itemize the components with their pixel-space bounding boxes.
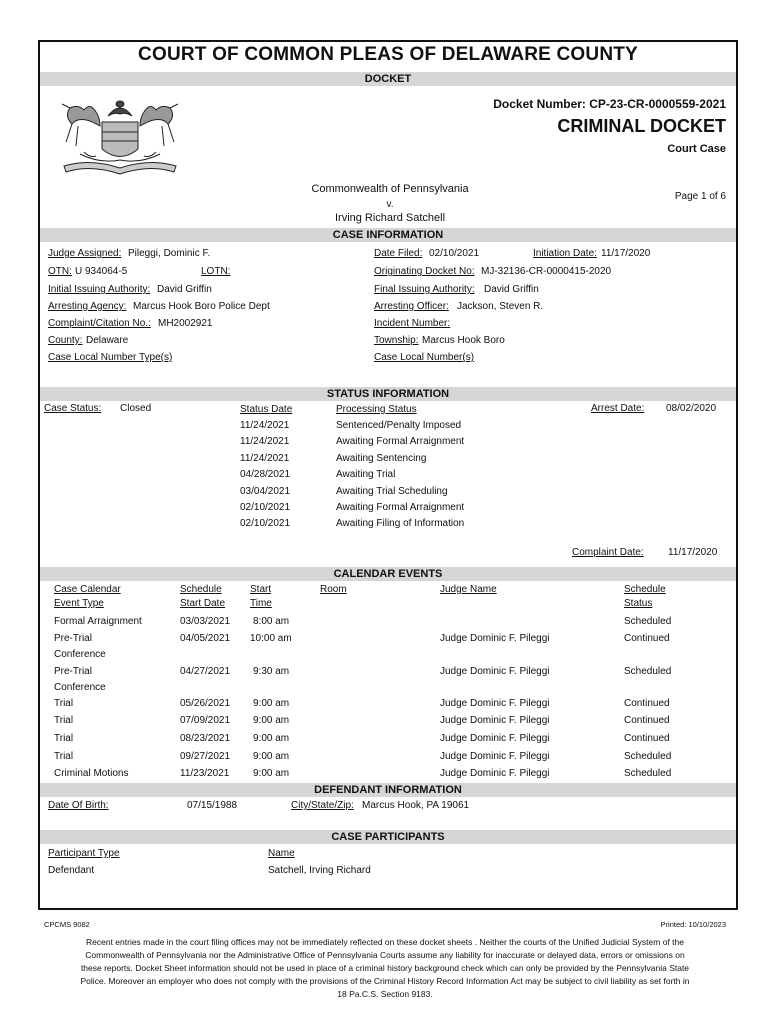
township-label: Township: <box>374 335 419 346</box>
case-participants-bar: CASE PARTICIPANTS <box>40 830 736 844</box>
otn-value: U 934064-5 <box>75 266 128 277</box>
processing-status-header: Processing Status <box>336 404 417 415</box>
calendar-row-time: 9:00 am <box>253 698 290 709</box>
calendar-row-time: 9:00 am <box>253 715 290 726</box>
arresting-agency-value: Marcus Hook Boro Police Dept <box>133 301 270 312</box>
complaint-citation-value: MH2002921 <box>158 318 213 329</box>
status-row-status: Awaiting Formal Arraignment <box>336 436 465 447</box>
col-schedule-status: Status <box>624 598 653 609</box>
city-state-zip-label: City/State/Zip: <box>291 800 354 811</box>
calendar-row-judge: Judge Dominic F. Pileggi <box>440 698 550 709</box>
arrest-date-label: Arrest Date: <box>591 403 645 414</box>
case-kind: Court Case <box>667 143 726 155</box>
case-local-number-label: Case Local Number(s) <box>374 352 475 363</box>
calendar-row-status: Scheduled <box>624 666 672 677</box>
complaint-date-label: Complaint Date: <box>572 547 644 558</box>
initiation-date-value: 11/17/2020 <box>601 248 651 259</box>
calendar-row-date: 09/27/2021 <box>180 751 231 762</box>
calendar-row-time: 9:00 am <box>253 733 290 744</box>
status-row-date: 11/24/2021 <box>240 420 290 431</box>
status-row-date: 11/24/2021 <box>240 436 290 447</box>
county-value: Delaware <box>86 335 129 346</box>
page-indicator: Page 1 of 6 <box>674 191 726 202</box>
calendar-row-date: 05/26/2021 <box>180 698 231 709</box>
status-row-status: Awaiting Trial Scheduling <box>336 486 448 497</box>
status-row-status: Awaiting Sentencing <box>336 453 427 464</box>
date-filed-value: 02/10/2021 <box>429 248 480 259</box>
calendar-row-time: 9:00 am <box>253 768 290 779</box>
calendar-row-status: Scheduled <box>624 768 672 779</box>
case-local-number-type-label: Case Local Number Type(s) <box>48 352 173 363</box>
calendar-row-date: 04/27/2021 <box>180 666 231 677</box>
participant-name-value: Satchell, Irving Richard <box>268 865 371 876</box>
calendar-row-judge: Judge Dominic F. Pileggi <box>440 715 550 726</box>
status-date-header: Status Date <box>240 404 293 415</box>
calendar-row-event: Formal Arraignment <box>54 616 142 627</box>
initiation-date-label: Initiation Date: <box>533 248 597 259</box>
calendar-row-date: 07/09/2021 <box>180 715 231 726</box>
docket-bar: DOCKET <box>40 72 736 86</box>
final-authority-value: David Griffin <box>484 284 539 295</box>
calendar-row-event-cont: Conference <box>54 682 106 693</box>
defendant-information-bar: DEFENDANT INFORMATION <box>40 783 736 797</box>
judge-label: Judge Assigned: <box>48 248 122 259</box>
arresting-officer-value: Jackson, Steven R. <box>457 301 544 312</box>
county-label: County: <box>48 335 83 346</box>
calendar-row-date: 11/23/2021 <box>180 768 230 779</box>
col-start-time: Start <box>250 584 272 595</box>
col-event-type: Event Type <box>54 598 104 609</box>
complaint-date-value: 11/17/2020 <box>668 547 718 558</box>
status-row-status: Sentenced/Penalty Imposed <box>336 420 462 431</box>
calendar-row-event: Trial <box>54 715 74 726</box>
status-row-date: 02/10/2021 <box>240 502 291 513</box>
calendar-row-judge: Judge Dominic F. Pileggi <box>440 751 550 762</box>
arresting-officer-label: Arresting Officer: <box>374 301 449 312</box>
calendar-row-date: 08/23/2021 <box>180 733 231 744</box>
participant-type-value: Defendant <box>48 865 95 876</box>
calendar-row-event: Trial <box>54 751 74 762</box>
calendar-row-judge: Judge Dominic F. Pileggi <box>440 768 550 779</box>
incident-number-label: Incident Number: <box>374 318 451 329</box>
case-information-bar: CASE INFORMATION <box>40 228 736 242</box>
calendar-row-status: Scheduled <box>624 616 672 627</box>
calendar-row-judge: Judge Dominic F. Pileggi <box>440 633 550 644</box>
printed-date: Printed: 10/10/2023 <box>660 920 726 929</box>
col-schedule-status: Schedule <box>624 584 666 595</box>
calendar-row-status: Continued <box>624 733 670 744</box>
caption-versus: v. <box>386 199 394 210</box>
judge-value: Pileggi, Dominic F. <box>128 248 211 259</box>
court-title: COURT OF COMMON PLEAS OF DELAWARE COUNTY <box>138 44 638 65</box>
col-schedule-start-date: Schedule <box>180 584 222 595</box>
col-start-time: Time <box>250 598 272 609</box>
township-value: Marcus Hook Boro <box>422 335 505 346</box>
caption-defendant: Irving Richard Satchell <box>334 212 446 224</box>
status-row-status: Awaiting Filing of Information <box>336 518 465 529</box>
pennsylvania-seal-icon <box>50 94 190 176</box>
docket-number: Docket Number: CP-23-CR-0000559-2021 <box>493 97 726 111</box>
col-schedule-start-date: Start Date <box>180 598 226 609</box>
status-row-date: 04/28/2021 <box>240 469 291 480</box>
originating-docket-value: MJ-32136-CR-0000415-2020 <box>481 266 612 277</box>
calendar-events-bar: CALENDAR EVENTS <box>40 567 736 581</box>
dob-value: 07/15/1988 <box>187 800 238 811</box>
city-state-zip-value: Marcus Hook, PA 19061 <box>362 800 470 811</box>
status-row-date: 11/24/2021 <box>240 453 290 464</box>
calendar-row-time: 10:00 am <box>250 633 292 644</box>
calendar-row-event: Pre-Trial <box>54 666 92 677</box>
calendar-row-time: 8:00 am <box>253 616 290 627</box>
calendar-row-event-cont: Conference <box>54 649 106 660</box>
participant-type-header: Participant Type <box>48 848 120 859</box>
calendar-row-judge: Judge Dominic F. Pileggi <box>440 666 550 677</box>
arresting-agency-label: Arresting Agency: <box>48 301 127 312</box>
arrest-date-value: 08/02/2020 <box>666 403 717 414</box>
calendar-row-status: Scheduled <box>624 751 672 762</box>
calendar-row-event: Trial <box>54 733 74 744</box>
calendar-row-date: 04/05/2021 <box>180 633 231 644</box>
originating-docket-label: Originating Docket No: <box>374 266 475 277</box>
calendar-row-status: Continued <box>624 698 670 709</box>
calendar-row-time: 9:30 am <box>253 666 290 677</box>
complaint-citation-label: Complaint/Citation No.: <box>48 318 151 329</box>
final-authority-label: Final Issuing Authority: <box>374 284 475 295</box>
col-judge-name: Judge Name <box>440 584 497 595</box>
initial-authority-value: David Griffin <box>157 284 212 295</box>
status-row-status: Awaiting Trial <box>336 469 396 480</box>
calendar-row-event: Criminal Motions <box>54 768 129 779</box>
case-status-label: Case Status: <box>44 403 102 414</box>
caption-plaintiff: Commonwealth of Pennsylvania <box>311 183 469 195</box>
calendar-row-time: 9:00 am <box>253 751 290 762</box>
date-filed-label: Date Filed: <box>374 248 423 259</box>
status-row-date: 03/04/2021 <box>240 486 291 497</box>
docket-type: CRIMINAL DOCKET <box>557 116 726 136</box>
dob-label: Date Of Birth: <box>48 800 109 811</box>
disclaimer: Recent entries made in the court filing offices may not be immediately reflected on these docket sheets . Neither the courts of the Unified Judicial System of the Commonwealth of Pennsylvania nor the Administrative Office of Pennsylvania Courts assume any liability for inaccurate or delayed data, errors or omissions on these reports. Docket Sheet information should not be used in place of a criminal history background check which can only be provided by the Pennsylvania State Police. Moreover an employer who does not comply with the provisions of the Criminal History Record Information Act may be subject to civil liability as set forth in 18 Pa.C.S. Section 9183. <box>80 937 690 999</box>
participant-name-header: Name <box>268 848 295 859</box>
col-event-type: Case Calendar <box>54 584 121 595</box>
case-status-value: Closed <box>120 403 152 414</box>
calendar-row-date: 03/03/2021 <box>180 616 231 627</box>
otn-label: OTN: <box>48 266 72 277</box>
initial-authority-label: Initial Issuing Authority: <box>48 284 151 295</box>
calendar-row-judge: Judge Dominic F. Pileggi <box>440 733 550 744</box>
calendar-row-event: Pre-Trial <box>54 633 92 644</box>
calendar-row-status: Continued <box>624 715 670 726</box>
calendar-row-status: Continued <box>624 633 670 644</box>
lotn-label: LOTN: <box>201 266 231 277</box>
status-row-status: Awaiting Formal Arraignment <box>336 502 465 513</box>
status-row-date: 02/10/2021 <box>240 518 291 529</box>
col-room: Room <box>320 584 347 595</box>
form-id: CPCMS 9082 <box>44 920 90 929</box>
calendar-row-event: Trial <box>54 698 74 709</box>
status-information-bar: STATUS INFORMATION <box>40 387 736 401</box>
